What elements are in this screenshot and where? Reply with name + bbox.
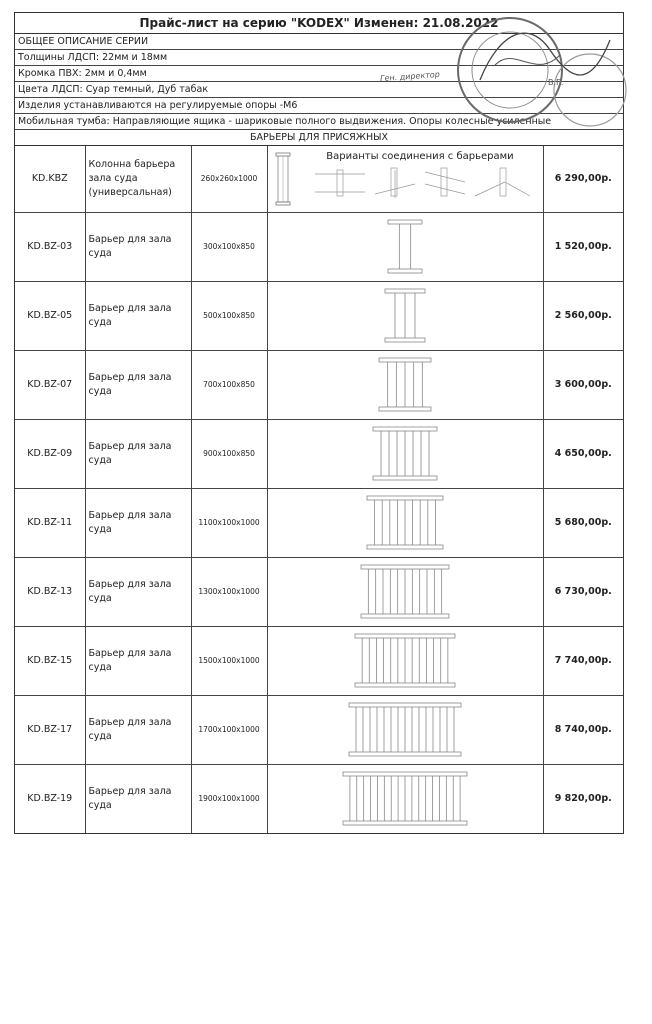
product-price: 5 680,00р. xyxy=(543,488,623,557)
product-image-cell xyxy=(267,419,543,488)
barrier-image xyxy=(340,769,470,829)
product-price: 8 740,00р. xyxy=(543,695,623,764)
table-row xyxy=(15,350,623,419)
product-name: Барьер для зала суда xyxy=(85,626,191,695)
product-image-cell xyxy=(267,557,543,626)
product-price: 2 560,00р. xyxy=(543,281,623,350)
product-image-cell xyxy=(267,626,543,695)
product-name: Барьер для зала суда xyxy=(85,488,191,557)
product-image-cell xyxy=(267,146,543,212)
info-line-edge: Кромка ПВХ: 2мм и 0,4мм xyxy=(15,66,623,82)
table-row xyxy=(15,488,623,557)
barrier-image xyxy=(382,286,428,346)
barrier-image xyxy=(376,355,434,415)
info-line-thickness: Толщины ЛДСП: 22мм и 18мм xyxy=(15,50,623,66)
info-line-colors: Цвета ЛДСП: Суар темный, Дуб табак xyxy=(15,82,623,98)
table-row xyxy=(15,212,623,281)
table-row xyxy=(15,764,623,833)
director-label: Ген. директор xyxy=(379,69,441,84)
connection-variants-image xyxy=(305,162,535,202)
product-price: 9 820,00р. xyxy=(543,764,623,833)
info-line-supports: Изделия устанавливаются на регулируемые опоры -М6 xyxy=(15,98,623,114)
info-line-mobile: Мобильная тумба: Направляющие ящика - шариковые полного выдвижения. Опоры колесные усиленные xyxy=(15,114,623,130)
product-code: KD.BZ-09 xyxy=(15,419,85,488)
product-name: Барьер для зала суда xyxy=(85,557,191,626)
product-code: KD.BZ-05 xyxy=(15,281,85,350)
product-image-cell xyxy=(267,281,543,350)
product-name: Барьер для зала суда xyxy=(85,350,191,419)
product-code: KD.BZ-15 xyxy=(15,626,85,695)
product-size: 1100x100x1000 xyxy=(191,488,267,557)
barrier-image xyxy=(370,424,440,484)
product-size: 1300x100x1000 xyxy=(191,557,267,626)
product-size: 900x100x850 xyxy=(191,419,267,488)
product-price: 6 730,00р. xyxy=(543,557,623,626)
product-image-cell xyxy=(267,212,543,281)
product-name: Барьер для зала суда xyxy=(85,281,191,350)
product-size: 500x100x850 xyxy=(191,281,267,350)
table-row xyxy=(15,419,623,488)
table-row xyxy=(15,146,623,212)
product-price: 7 740,00р. xyxy=(543,626,623,695)
signatory-name: В.Г. xyxy=(548,78,564,87)
product-size: 1900x100x1000 xyxy=(191,764,267,833)
product-price: 3 600,00р. xyxy=(543,350,623,419)
product-code: KD.BZ-19 xyxy=(15,764,85,833)
column-image xyxy=(268,149,298,209)
product-code: KD.BZ-07 xyxy=(15,350,85,419)
product-code: KD.BZ-13 xyxy=(15,557,85,626)
product-size: 700x100x850 xyxy=(191,350,267,419)
product-code: KD.KBZ xyxy=(15,146,85,212)
barrier-image xyxy=(364,493,446,553)
product-name: Колонна барьера зала суда (универсальная) xyxy=(85,146,191,212)
general-heading: ОБЩЕЕ ОПИСАНИЕ СЕРИИ xyxy=(15,34,623,50)
section-title: БАРЬЕРЫ ДЛЯ ПРИСЯЖНЫХ xyxy=(15,130,623,146)
product-name: Барьер для зала суда xyxy=(85,695,191,764)
table-row xyxy=(15,281,623,350)
product-code: KD.BZ-17 xyxy=(15,695,85,764)
barrier-image xyxy=(358,562,452,622)
product-image-cell xyxy=(267,764,543,833)
product-name: Барьер для зала суда xyxy=(85,764,191,833)
product-price: 6 290,00р. xyxy=(543,146,623,212)
product-name: Барьер для зала суда xyxy=(85,212,191,281)
document-title: Прайс-лист на серию "KODEX" Изменен: 21.08.2022 xyxy=(15,13,623,34)
variants-title: Варианты соединения с барьерами xyxy=(326,150,514,162)
product-size: 300x100x850 xyxy=(191,212,267,281)
product-price: 1 520,00р. xyxy=(543,212,623,281)
table-row xyxy=(15,695,623,764)
product-size: 260x260x1000 xyxy=(191,146,267,212)
table-row xyxy=(15,557,623,626)
barrier-image xyxy=(346,700,464,760)
product-code: KD.BZ-03 xyxy=(15,212,85,281)
product-code: KD.BZ-11 xyxy=(15,488,85,557)
product-image-cell xyxy=(267,350,543,419)
product-image-cell xyxy=(267,695,543,764)
product-price: 4 650,00р. xyxy=(543,419,623,488)
product-size: 1500x100x1000 xyxy=(191,626,267,695)
product-image-cell xyxy=(267,488,543,557)
price-table xyxy=(15,146,623,833)
product-size: 1700x100x1000 xyxy=(191,695,267,764)
table-row xyxy=(15,626,623,695)
barrier-image xyxy=(352,631,458,691)
product-name: Барьер для зала суда xyxy=(85,419,191,488)
barrier-image xyxy=(385,217,425,277)
price-list-sheet xyxy=(14,12,624,834)
